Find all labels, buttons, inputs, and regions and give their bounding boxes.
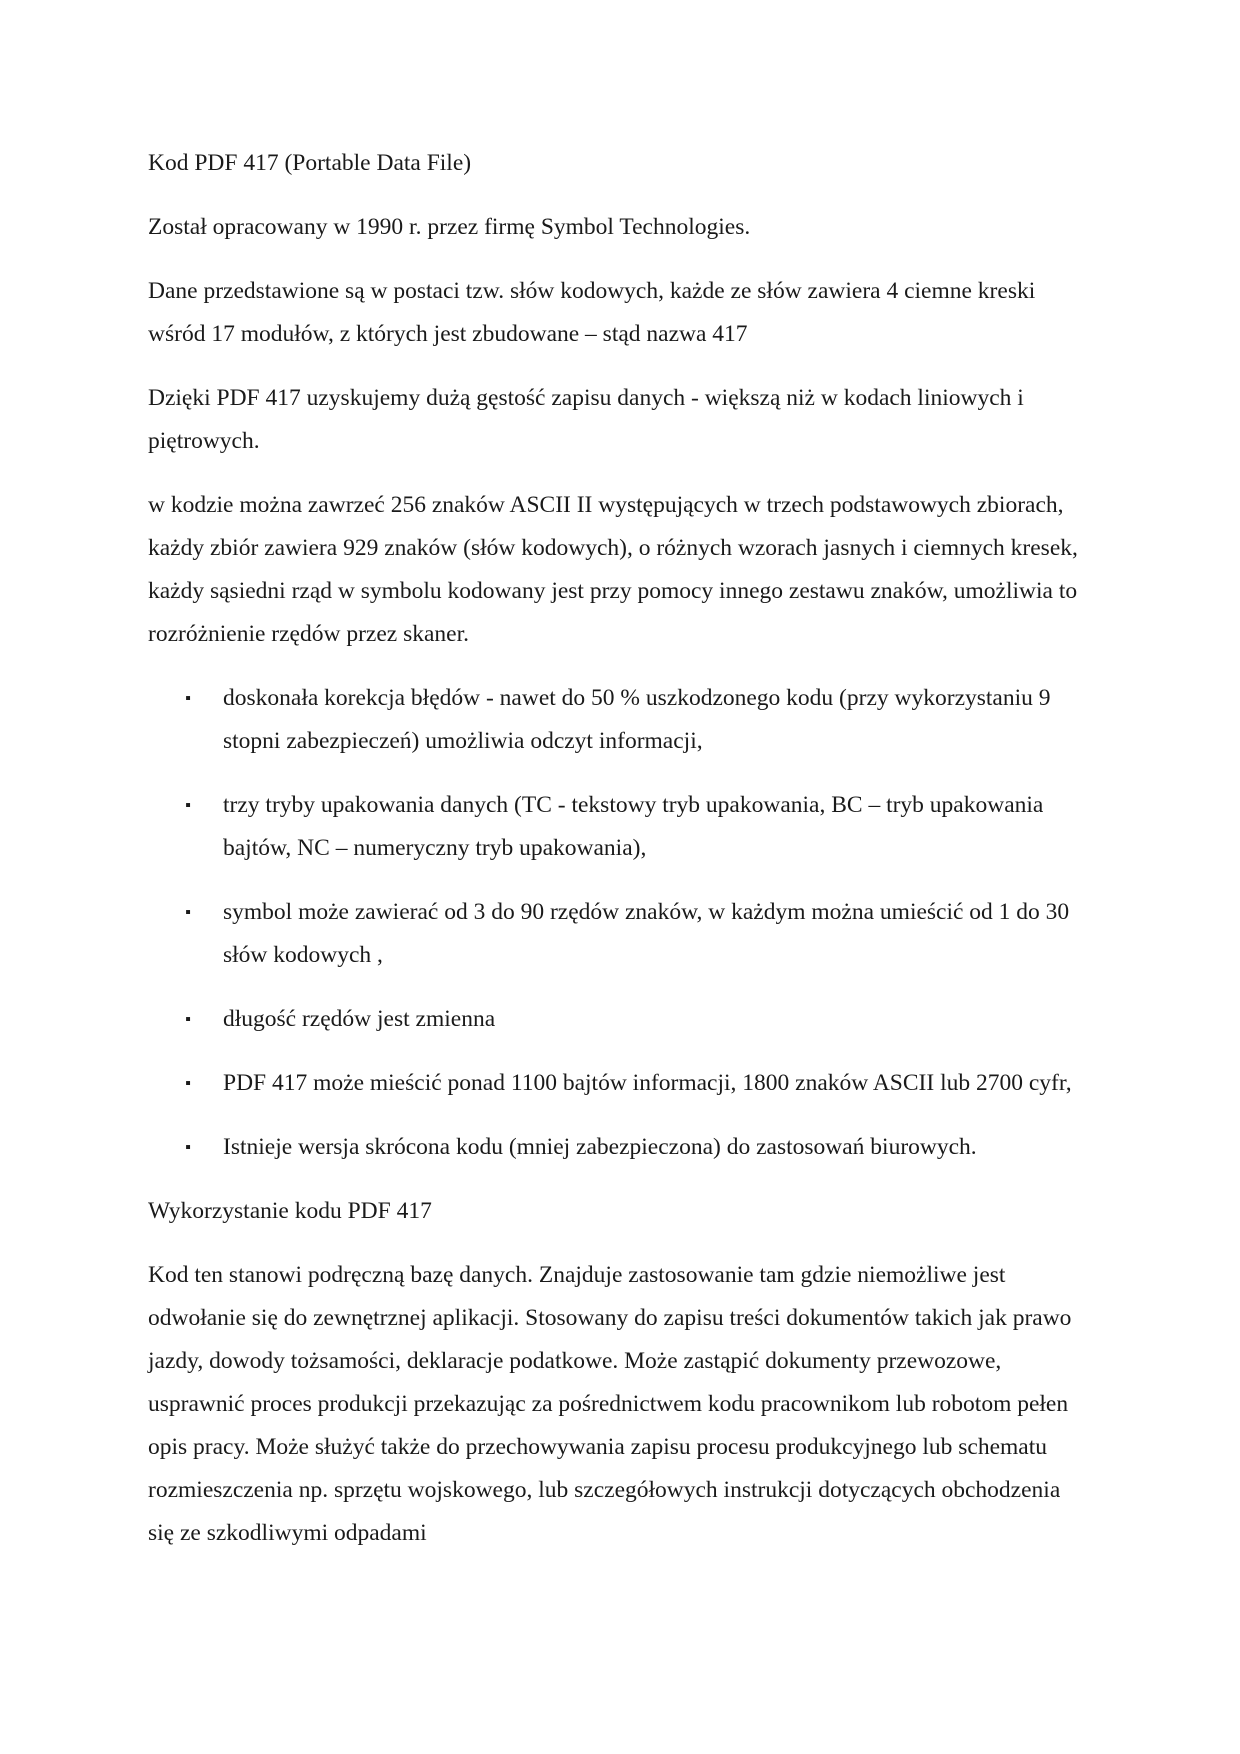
square-bullet-icon xyxy=(183,784,193,827)
list-item xyxy=(148,677,1088,763)
list-item-text: długość rzędów jest zmienna xyxy=(223,1006,496,1032)
list-item xyxy=(148,784,1088,870)
list-item-text: Istnieje wersja skrócona kodu (mniej zabezpieczona) do zastosowań biurowych. xyxy=(223,1134,977,1160)
list-item xyxy=(148,1062,1088,1105)
intro-paragraph-3: Dzięki PDF 417 uzyskujemy dużą gęstość zapisu danych - większą niż w kodach liniowych i piętrowych. xyxy=(148,385,1024,454)
intro-paragraph-4: w kodzie można zawrzeć 256 znaków ASCII II występujących w trzech podstawowych zbiorach, każdy zbiór zawiera 929 znaków (słów kodowych), o różnych wzorach jasnych i ciemnych kresek, każdy sąsiedni rząd w symbolu kodowany jest przy pomocy innego zestawu znaków, umożliwia to rozróżnienie rzędów przez skaner. xyxy=(148,492,1078,647)
feature-list xyxy=(148,677,1088,1169)
document-page xyxy=(148,142,1088,1576)
square-bullet-icon xyxy=(183,1062,193,1105)
list-item-text: symbol może zawierać od 3 do 90 rzędów znaków, w każdym można umieścić od 1 do 30 słów kodowych , xyxy=(223,899,1070,968)
usage-heading: Wykorzystanie kodu PDF 417 xyxy=(148,1198,432,1224)
square-bullet-icon xyxy=(183,677,193,720)
document-title: Kod PDF 417 (Portable Data File) xyxy=(148,150,472,176)
list-item xyxy=(148,998,1088,1041)
list-item-text: PDF 417 może mieścić ponad 1100 bajtów informacji, 1800 znaków ASCII lub 2700 cyfr, xyxy=(223,1070,1072,1096)
intro-paragraph-2: Dane przedstawione są w postaci tzw. słów kodowych, każde ze słów zawiera 4 ciemne kreski wśród 17 modułów, z których jest zbudowane – stąd nazwa 417 xyxy=(148,278,1036,347)
list-item-text: trzy tryby upakowania danych (TC - tekstowy tryb upakowania, BC – tryb upakowania bajtów, NC – numeryczny tryb upakowania), xyxy=(223,792,1044,861)
square-bullet-icon xyxy=(183,891,193,934)
intro-paragraph-1: Został opracowany w 1990 r. przez firmę Symbol Technologies. xyxy=(148,214,751,240)
list-item-text: doskonała korekcja błędów - nawet do 50 % uszkodzonego kodu (przy wykorzystaniu 9 stopni zabezpieczeń) umożliwia odczyt informacji, xyxy=(223,685,1051,754)
square-bullet-icon xyxy=(183,1126,193,1169)
square-bullet-icon xyxy=(183,998,193,1041)
usage-paragraph: Kod ten stanowi podręczną bazę danych. Znajduje zastosowanie tam gdzie niemożliwe jest odwołanie się do zewnętrznej aplikacji. Stosowany do zapisu treści dokumentów takich jak prawo jazdy, dowody tożsamości, deklaracje podatkowe. Może zastąpić dokumenty przewozowe, usprawnić proces produkcji przekazując za pośrednictwem kodu pracownikom lub robotom pełen opis pracy. Może służyć także do przechowywania zapisu procesu produkcyjnego lub schematu rozmieszczenia np. sprzętu wojskowego, lub szczegółowych instrukcji dotyczących obchodzenia się ze szkodliwymi odpadami xyxy=(148,1262,1072,1546)
list-item xyxy=(148,891,1088,977)
list-item xyxy=(148,1126,1088,1169)
